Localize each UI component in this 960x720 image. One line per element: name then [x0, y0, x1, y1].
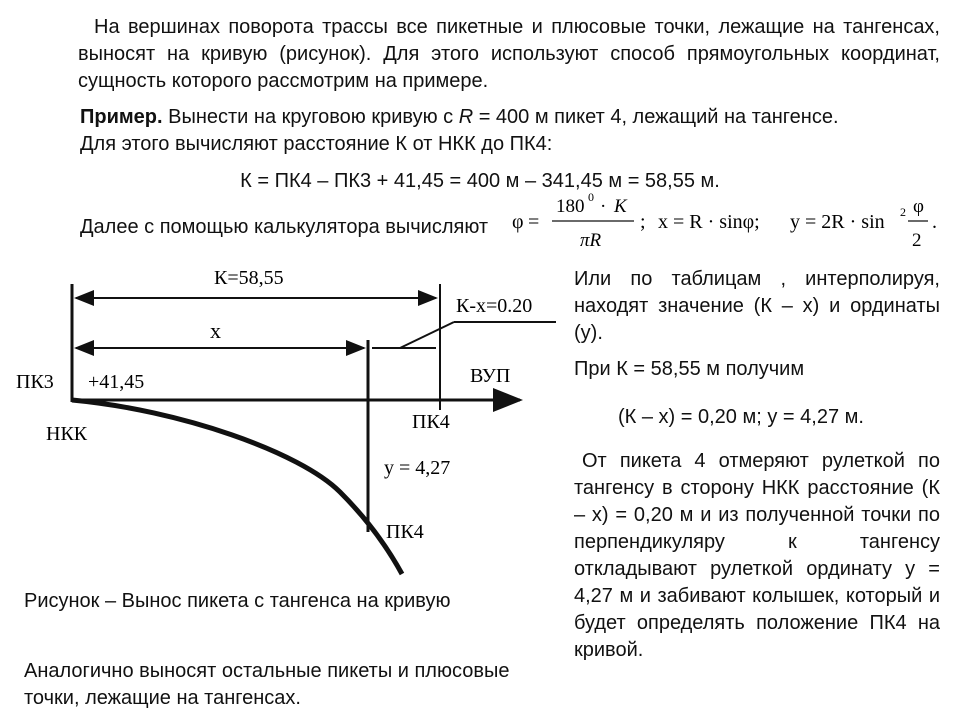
example-var-r: R: [458, 106, 474, 128]
label-x: х: [210, 318, 221, 343]
bottom-paragraph: Аналогично выносят остальные пикеты и плюсовые точки, лежащие на тангенсах.: [24, 660, 510, 709]
example-text-a: Вынести на круговою кривую с: [162, 106, 459, 128]
label-pk4-tangent: ПК4: [412, 411, 450, 433]
formula-deg: 0: [588, 190, 594, 204]
formula-two: 2: [912, 230, 922, 251]
formula-dot: ·: [600, 196, 607, 217]
right-paragraph-2: При К = 58,55 м получим: [574, 358, 805, 380]
label-vup: ВУП: [470, 365, 511, 387]
example-label: Пример.: [80, 106, 163, 128]
right-paragraph-4: От пикета 4 отмеряют рулеткой по тангенсу в сторону НКК расстояние (К – х) = 0,20 м и из полученной точки по перпендикуляру к тангенсу откладывают рулеткой ординату у = 4,27 м и забивают колышек, который и будет определять положение ПК4 на кривой.: [574, 450, 940, 661]
formula-y: y = 2R · sin: [790, 211, 885, 233]
figure-caption: Рисунок – Вынос пикета с тангенса на кривую: [24, 590, 451, 612]
formula-phi2: φ: [913, 196, 924, 217]
right-paragraph-3: (К – х) = 0,20 м; у = 4,27 м.: [618, 406, 864, 428]
label-pk4-curve: ПК4: [386, 521, 424, 543]
label-pk3: ПК3: [16, 371, 54, 393]
curve: [72, 400, 402, 574]
formula-denominator: πR: [580, 230, 602, 251]
formula-numerator: 180: [556, 196, 585, 217]
label-nkk: НКК: [46, 423, 88, 445]
right-paragraph-1: Или по таблицам , интерполируя, находят значение (К – х) и ординаты (у).: [574, 268, 940, 344]
example-line: [80, 104, 839, 131]
label-plus: +41,45: [88, 371, 145, 393]
formula-end: .: [932, 211, 937, 233]
formula-eq: =: [528, 211, 540, 233]
label-k: К=58,55: [214, 267, 284, 289]
formula-x: x = R · sinφ;: [658, 211, 760, 233]
equation-k: К = ПК4 – ПК3 + 41,45 = 400 м – 341,45 м = 58,55 м.: [240, 170, 720, 192]
calc-line: Для этого вычисляют расстояние К от НКК до ПК4:: [80, 133, 553, 155]
leader-kx: [400, 322, 454, 348]
formula: [508, 188, 948, 258]
example-text-b: = 400 м пикет 4, лежащий на тангенсе.: [473, 106, 839, 128]
formula-sep: ;: [640, 211, 646, 233]
then-line: Далее с помощью калькулятора вычисляют: [80, 216, 489, 238]
figure: [0, 262, 560, 592]
formula-phi: φ: [512, 211, 524, 233]
label-y: у = 4,27: [384, 457, 451, 479]
label-kx: К-х=0.20: [456, 295, 533, 317]
formula-sq: 2: [900, 205, 906, 219]
formula-k: K: [614, 196, 627, 217]
intro-paragraph: На вершинах поворота трассы все пикетные и плюсовые точки, лежащие на тангенсах, выносят на кривую (рисунок). Для этого используют способ прямоугольных координат, сущность которого рассмотрим на примере.: [78, 16, 940, 92]
